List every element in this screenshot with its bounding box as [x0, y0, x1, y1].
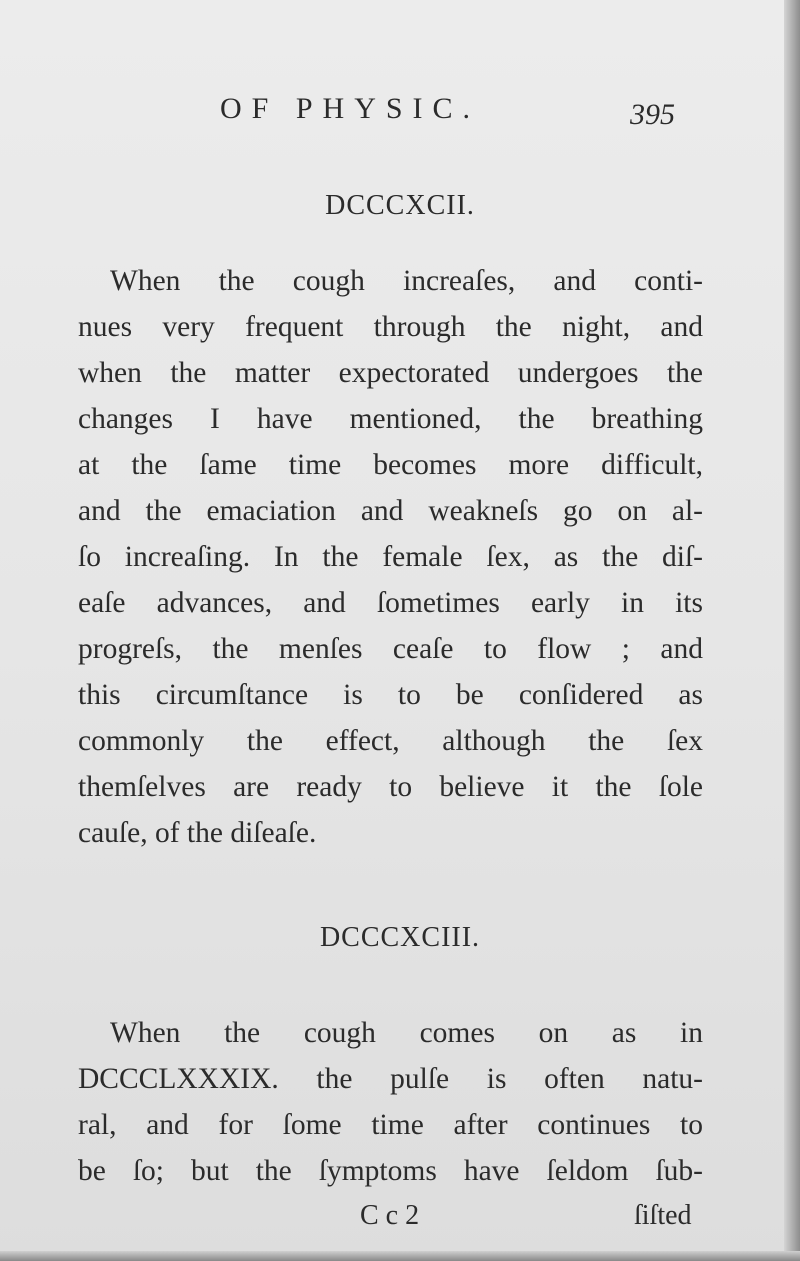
paragraph-line: commonly the effect, although the ſex: [78, 725, 703, 757]
paragraph-line: When the cough comes on as in: [110, 1017, 703, 1049]
paragraph-line: this circumſtance is to be conſidered as: [78, 679, 703, 711]
signature-mark: C c 2: [360, 1200, 420, 1231]
paragraph-line: cauſe, of the diſeaſe.: [78, 817, 317, 849]
section-heading-dcccxciii: DCCCXCIII.: [319, 922, 481, 953]
catchword: ſiſted: [634, 1200, 692, 1231]
paragraph-line: themſelves are ready to believe it the ſole: [78, 771, 703, 803]
page-number: 395: [630, 98, 675, 131]
section-heading-dcccxcii: DCCCXCII.: [325, 190, 475, 221]
paragraph-line: at the ſame time becomes more difficult,: [78, 449, 703, 481]
paragraph-line: be ſo; but the ſymptoms have ſeldom ſub-: [78, 1155, 703, 1187]
paragraph-line: ſo increaſing. In the female ſex, as the diſ-: [78, 541, 703, 573]
paragraph-line: changes I have mentioned, the breathing: [78, 403, 703, 435]
paragraph-line: when the matter expectorated undergoes the: [78, 357, 703, 389]
paragraph-line: and the emaciation and weakneſs go on al-: [78, 495, 703, 527]
running-head: OF PHYSIC.: [220, 92, 481, 125]
page-bottom-shadow: [0, 1251, 800, 1261]
paragraph-line: eaſe advances, and ſometimes early in its: [78, 587, 703, 619]
paragraph-line: progreſs, the menſes ceaſe to flow ; and: [78, 633, 703, 665]
paragraph-line: DCCCLXXXIX. the pulſe is often natu-: [78, 1063, 703, 1095]
paragraph-line: When the cough increaſes, and conti-: [110, 265, 703, 297]
paragraph-line: nues very frequent through the night, and: [78, 311, 703, 343]
paragraph-line: ral, and for ſome time after continues to: [78, 1109, 703, 1141]
